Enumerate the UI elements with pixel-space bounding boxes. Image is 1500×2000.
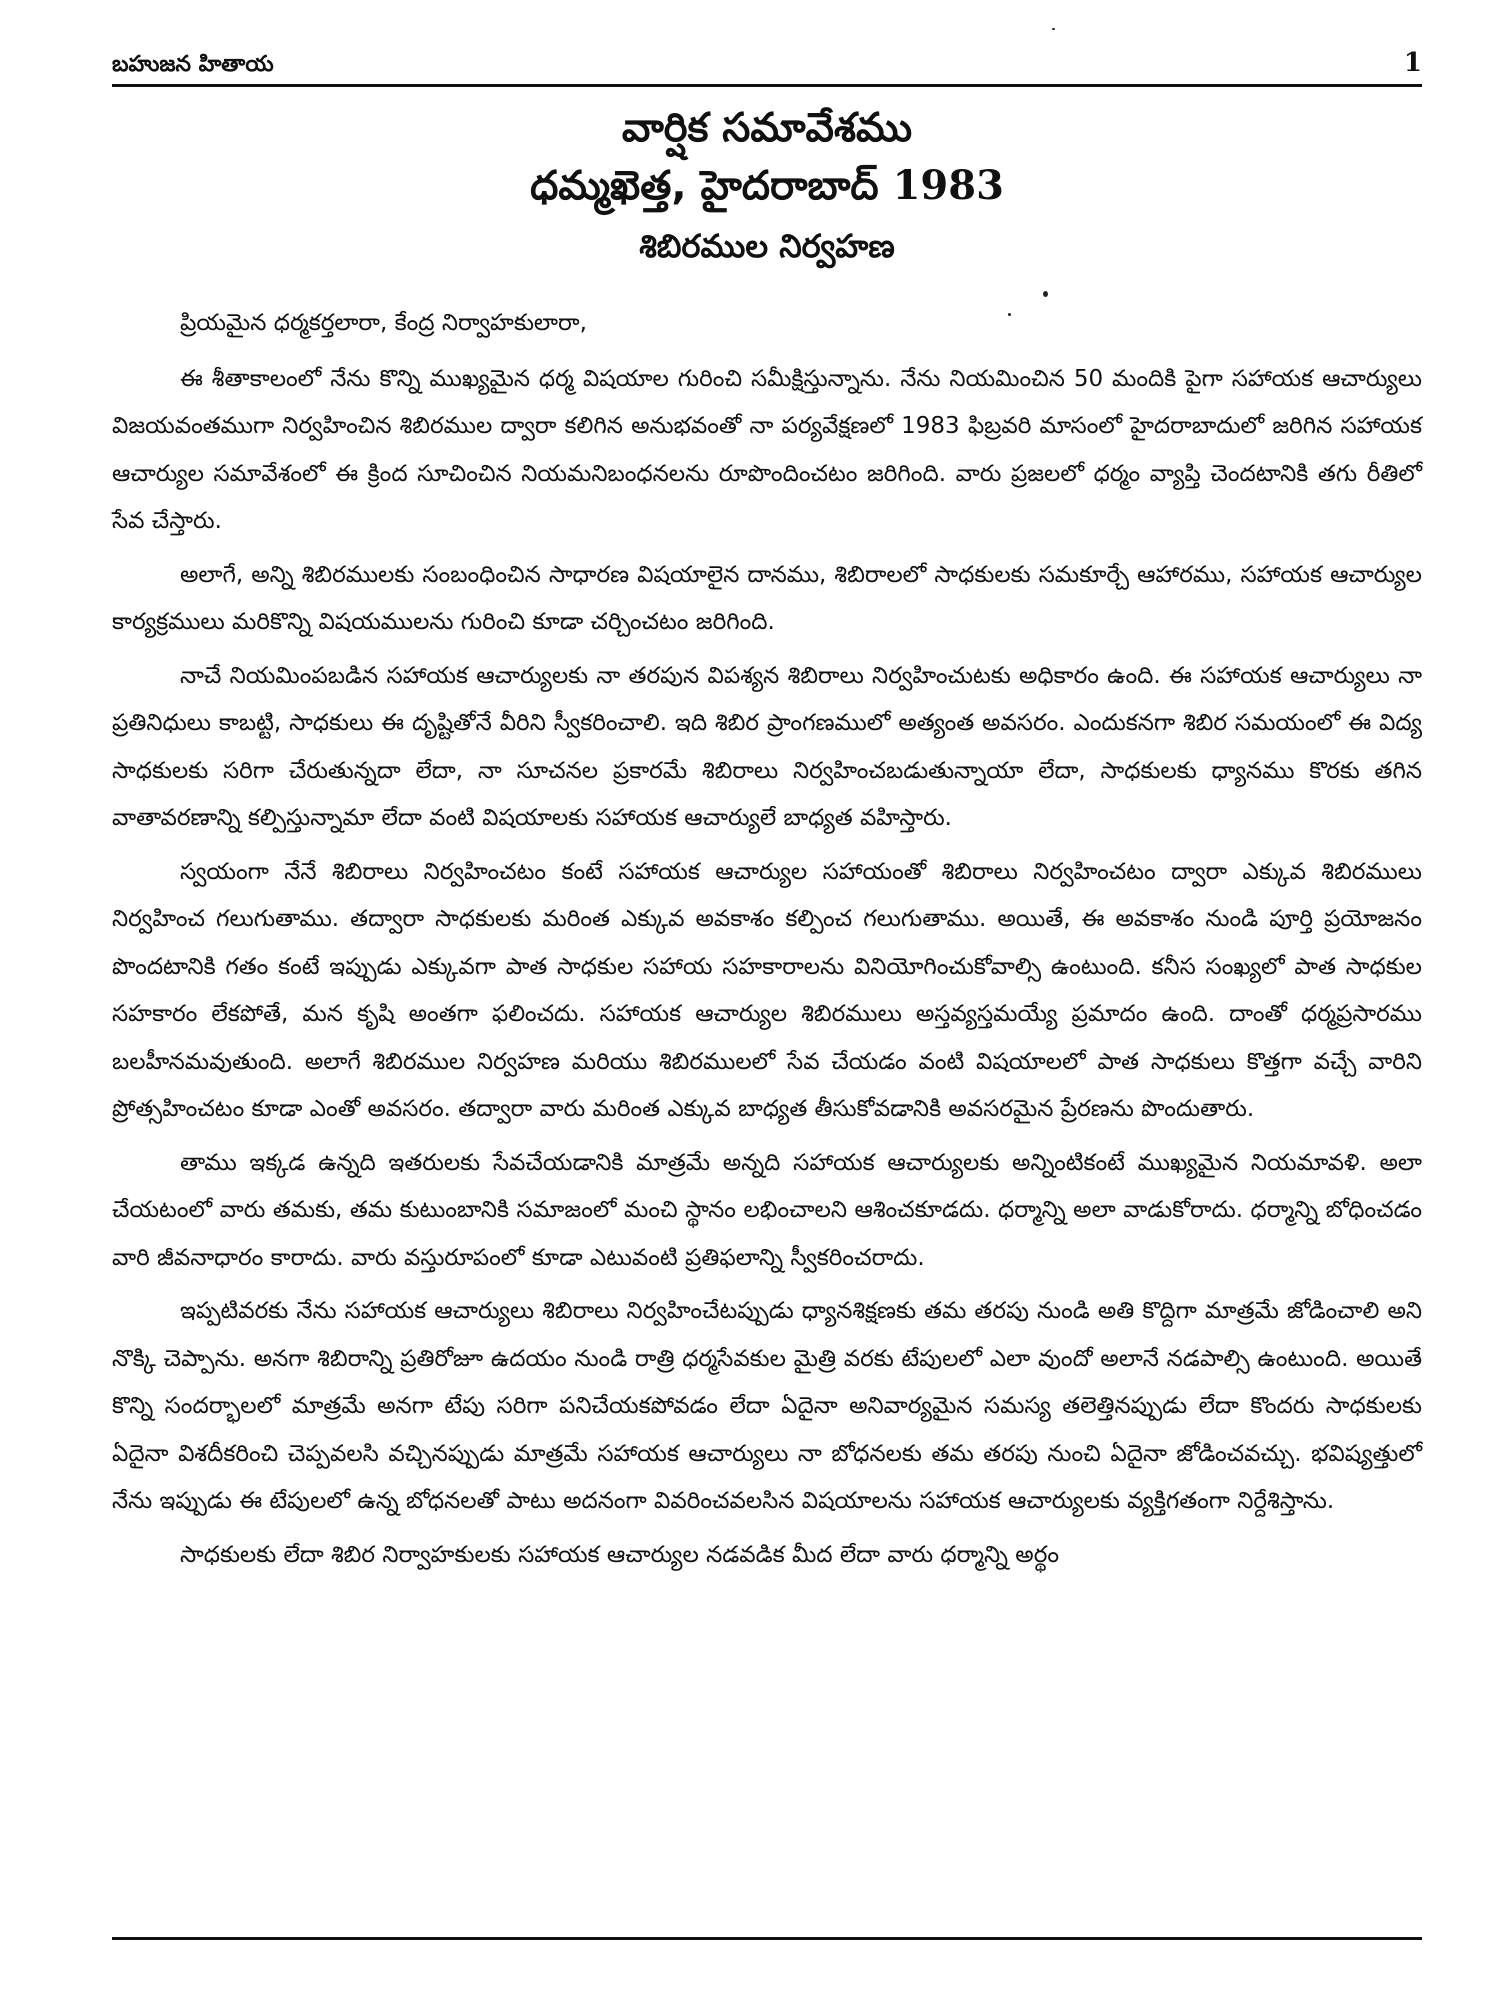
document-title: వార్షిక సమావేశము: [621, 105, 913, 151]
salutation: ప్రియమైన ధర్మకర్తలారా, కేంద్ర నిర్వాహకులారా,: [180, 310, 587, 336]
paragraph-1: ఈ శీతాకాలంలో నేను కొన్ని ముఖ్యమైన ధర్మ విషయాల గురించి సమీక్షిస్తున్నాను. నేను నియమించిన 50 మందికి పైగా సహాయక ఆచార్యులు విజయవంతముగా నిర్వహించిన శిబిరముల ద్వారా కలిగిన అనుభవంతో నా పర్యవేక్షణలో 1983 ఫిబ్రవరి మాసంలో హైదరాబాదులో జరిగిన సహాయక ఆచార్యుల సమావేశంలో ఈ క్రింద సూచించిన నియమనిబంధనలను రూపొందించటం జరిగింది. వారు ప్రజలలో ధర్మం వ్యాప్తి చెందటానికి తగు రీతిలో సేవ చేస్తారు.: [112, 365, 1422, 534]
scan-speck: [1043, 291, 1048, 297]
body-text: [112, 300, 1422, 1579]
page-number: 1: [1403, 48, 1422, 78]
title-block: [112, 100, 1422, 272]
subtitle-year: 1983: [892, 162, 1004, 209]
subtitle-place: ధమ్మఖెత్త, హైదరాబాద్: [530, 163, 879, 209]
paragraph-5: తాము ఇక్కడ ఉన్నది ఇతరులకు సేవచేయడానికి మాత్రమే అన్నది సహాయక ఆచార్యులకు అన్నింటికంటే ముఖ్యమైన నియమావళి. అలా చేయటంలో వారు తమకు, తమ కుటుంబానికి సమాజంలో మంచి స్థానం లభించాలని ఆశించకూడదు. ధర్మాన్ని అలా వాడుకోరాదు. ధర్మాన్ని బోధించడం వారి జీవనాధారం కారాదు. వారు వస్తురూపంలో కూడా ఎటువంటి ప్రతిఫలాన్ని స్వీకరించరాదు.: [112, 1149, 1422, 1271]
section-heading: శిబిరముల నిర్వహణ: [639, 227, 895, 265]
running-header: [112, 48, 1422, 88]
footer-rule: [112, 1937, 1422, 1940]
paragraph-4: స్వయంగా నేనే శిబిరాలు నిర్వహించటం కంటే సహాయక ఆచార్యుల సహాయంతో శిబిరాలు నిర్వహించటం ద్వారా ఎక్కువ శిబిరములు నిర్వహించ గలుగుతాము. తద్వారా సాధకులకు మరింత ఎక్కువ అవకాశం కల్పించ గలుగుతాము. అయితే, ఈ అవకాశం నుండి పూర్తి ప్రయోజనం పొందటానికి గతం కంటే ఇప్పుడు ఎక్కువగా పాత సాధకుల సహాయ సహకారాలను వినియోగించుకోవాల్సి ఉంటుంది. కనీస సంఖ్యలో పాత సాధకుల సహకారం లేకపోతే, మన కృషి అంతగా ఫలించదు. సహాయక ఆచార్యుల శిబిరములు అస్తవ్యస్తమయ్యే ప్రమాదం ఉంది. దాంతో ధర్మప్రసారము బలహీనమవుతుంది. అలాగే శిబిరముల నిర్వహణ మరియు శిబిరములలో సేవ చేయడం వంటి విషయాలలో పాత సాధకులు కొత్తగా వచ్చే వారిని ప్రోత్సహించటం కూడా ఎంతో అవసరం. తద్వారా వారు మరింత ఎక్కువ బాధ్యత తీసుకోవడానికి అవసరమైన ప్రేరణను పొందుతారు.: [112, 858, 1422, 1122]
paragraph-6: ఇప్పటివరకు నేను సహాయక ఆచార్యులు శిబిరాలు నిర్వహించేటప్పుడు ధ్యానశిక్షణకు తమ తరపు నుండి అతి కొద్దిగా మాత్రమే జోడించాలి అని నొక్కి చెప్పాను. అనగా శిబిరాన్ని ప్రతిరోజూ ఉదయం నుండి రాత్రి ధర్మసేవకుల మైత్రి వరకు టేపులలో ఎలా వుందో అలానే నడపాల్సి ఉంటుంది. అయితే కొన్ని సందర్భాలలో మాత్రమే అనగా టేపు సరిగా పనిచేయకపోవడం లేదా ఏదైనా అనివార్యమైన సమస్య తలెత్తినప్పుడు లేదా కొందరు సాధకులకు ఏదైనా విశదీకరించి చెప్పవలసి వచ్చినప్పుడు మాత్రమే సహాయక ఆచార్యులు నా బోధనలకు తమ తరపు నుంచి ఏదైనా జోడించవచ్చు. భవిష్యత్తులో నేను ఇప్పుడు ఈ టేపులలో ఉన్న బోధనలతో పాటు అదనంగా వివరించవలసిన విషయాలను సహాయక ఆచార్యులకు వ్యక్తిగతంగా నిర్దేశిస్తాను.: [112, 1298, 1422, 1514]
scan-speck: [1052, 28, 1055, 30]
paragraph-2: అలాగే, అన్ని శిబిరములకు సంబంధించిన సాధారణ విషయాలైన దానము, శిబిరాలలో సాధకులకు సమకూర్చే ఆహారము, సహాయక ఆచార్యుల కార్యక్రములు మరికొన్ని విషయములను గురించి కూడా చర్చించటం జరిగింది.: [112, 561, 1422, 635]
document-subtitle: [112, 158, 1422, 216]
header-rule: [112, 84, 1422, 87]
paragraph-3: నాచే నియమింపబడిన సహాయక ఆచార్యులకు నా తరపున విపశ్యన శిబిరాలు నిర్వహించుటకు అధికారం ఉంది. ఈ సహాయక ఆచార్యులు నా ప్రతినిధులు కాబట్టి, సాధకులు ఈ దృష్టితోనే వీరిని స్వీకరించాలి. ఇది శిబిర ప్రాంగణములో అత్యంత అవసరం. ఎందుకనగా శిబిర సమయంలో ఈ విద్య సాధకులకు సరిగా చేరుతున్నదా లేదా, నా సూచనల ప్రకారమే శిబిరాలు నిర్వహించబడుతున్నాయా లేదా, సాధకులకు ధ్యానము కొరకు తగిన వాతావరణాన్ని కల్పిస్తున్నామా లేదా వంటి విషయాలకు సహాయక ఆచార్యులే బాధ్యత వహిస్తారు.: [112, 662, 1422, 831]
paragraph-7: సాధకులకు లేదా శిబిర నిర్వాహకులకు సహాయక ఆచార్యుల నడవడిక మీద లేదా వారు ధర్మాన్ని అర్థం: [180, 1541, 1060, 1568]
running-title: బహుజన హితాయ: [112, 52, 274, 77]
